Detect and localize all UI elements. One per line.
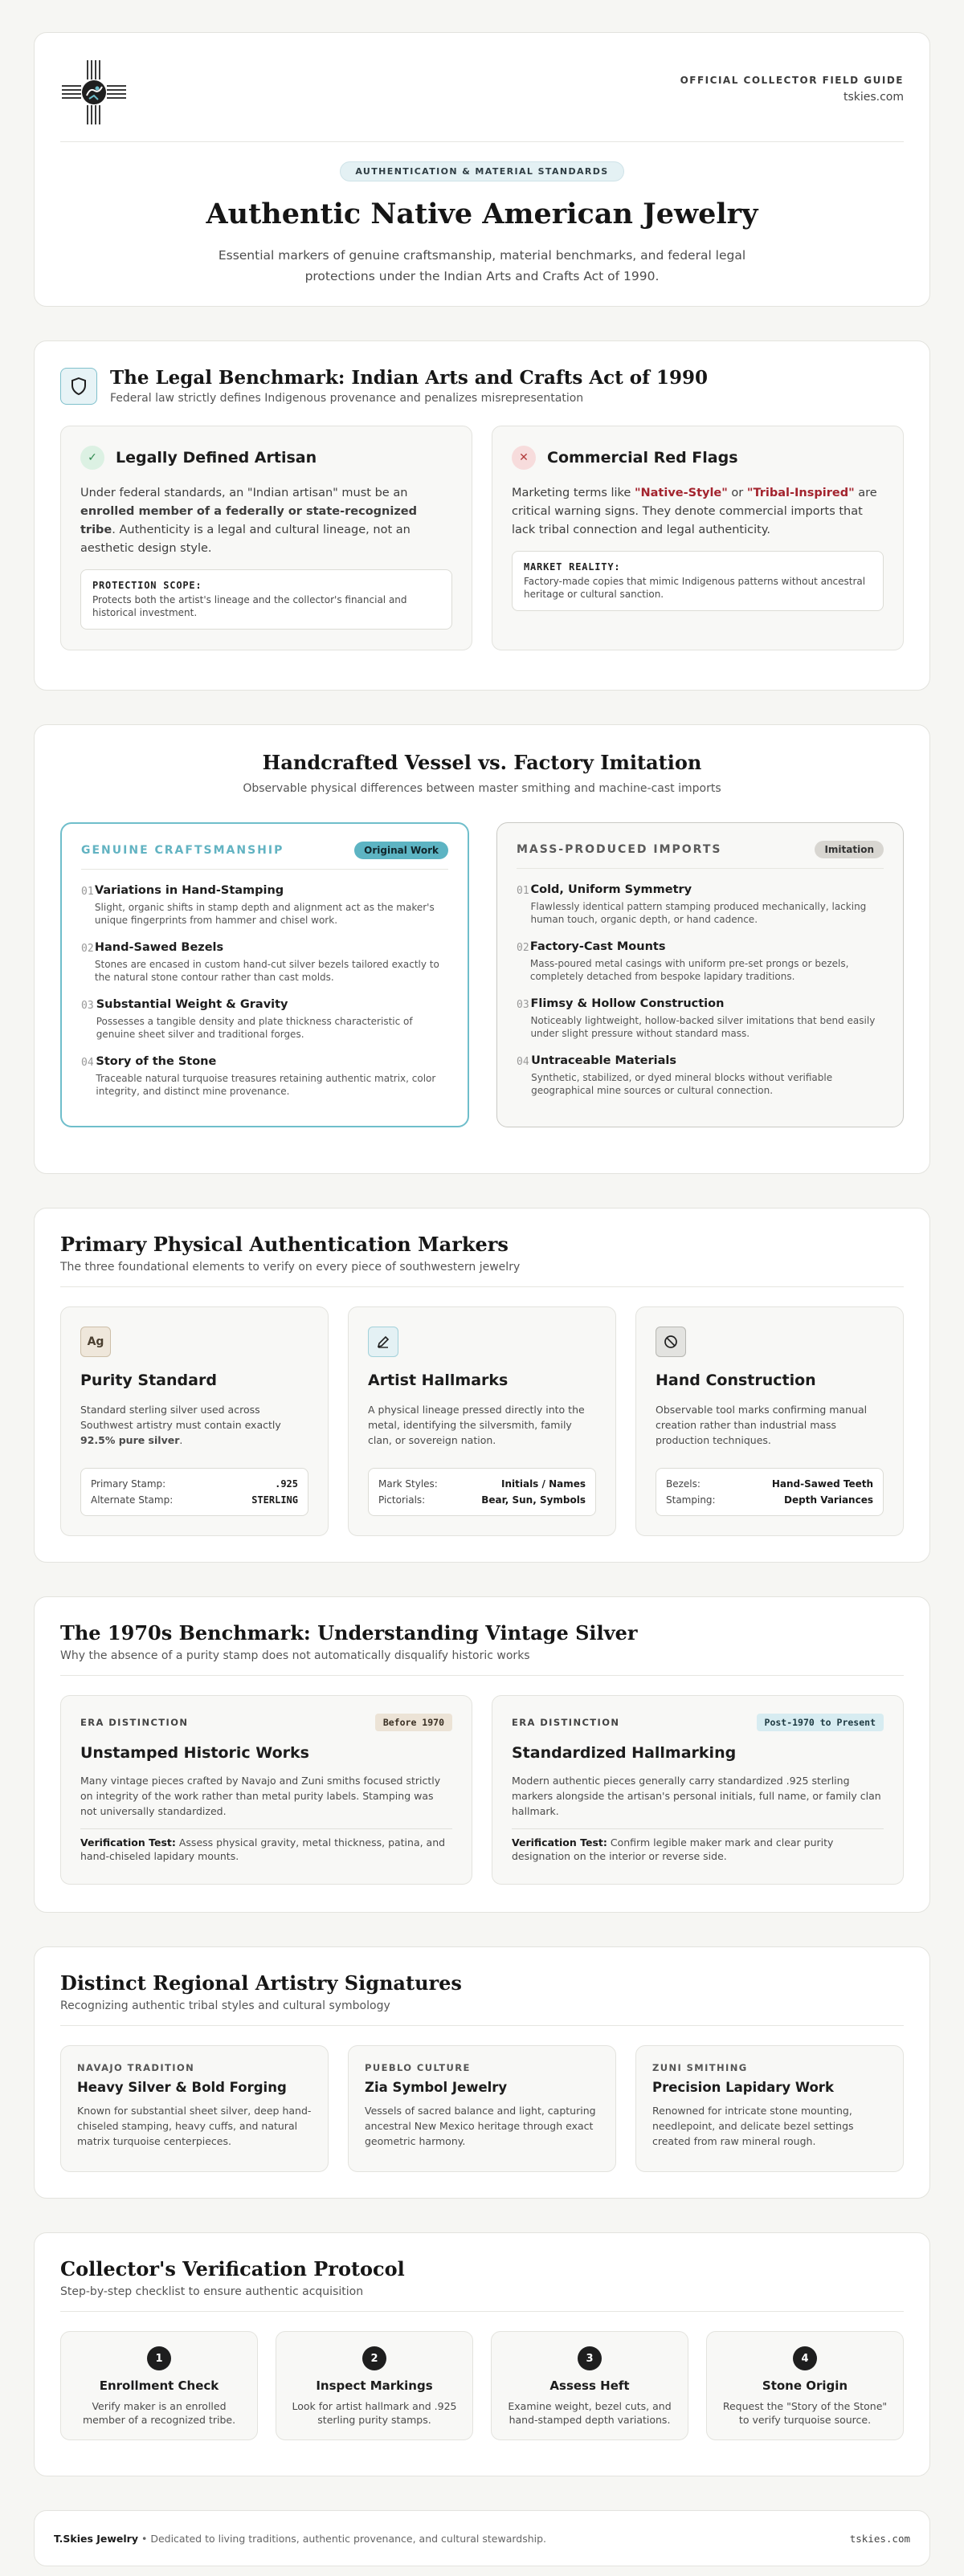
item-text: Slight, organic shifts in stamp depth and alignment act as the maker's unique fingerprints from hammer and chisel work. — [94, 902, 435, 926]
page-subtitle: Essential markers of genuine craftsmanship, material benchmarks, and federal legal protections under the Indian Arts and Crafts Act of 1990. — [218, 248, 746, 283]
historic-card — [60, 1695, 472, 1885]
red-flags-card — [492, 426, 904, 650]
hallmarks-card — [348, 1306, 616, 1536]
construction-card — [635, 1306, 904, 1536]
artisan-card — [60, 426, 472, 650]
hallmarks-text: A physical lineage pressed directly into the metal, identifying the silversmith, family clan, or sovereign nation. — [368, 1404, 585, 1446]
table-row — [91, 1476, 298, 1492]
protocol-step — [706, 2331, 904, 2440]
red-flags-title: Commercial Red Flags — [547, 449, 738, 467]
region-title: Precision Lapidary Work — [652, 2080, 834, 2095]
mass-header — [517, 841, 884, 869]
navajo-card — [60, 2045, 329, 2172]
verification-text: Confirm legible maker mark and clear purity designation on the interior or reverse side. — [512, 1836, 834, 1862]
list-item — [517, 997, 884, 1040]
modern-verification — [512, 1836, 884, 1863]
construction-title: Hand Construction — [656, 1372, 816, 1389]
item-number: 03 — [81, 1000, 94, 1012]
row-key: Mark Styles: — [378, 1478, 438, 1490]
row-key: Pictorials: — [378, 1494, 426, 1506]
site-link[interactable]: tskies.com — [843, 91, 904, 104]
historic-header — [80, 1714, 452, 1731]
divider — [60, 2025, 904, 2026]
region-label: ZUNI SMITHING — [652, 2062, 748, 2073]
mass-produced-column — [496, 822, 904, 1127]
divider — [512, 1828, 884, 1829]
header-top — [60, 59, 904, 142]
region-text: Vessels of sacred balance and light, capturing ancestral New Mexico heritage through exact geometric harmony. — [365, 2105, 596, 2147]
guide-label: OFFICIAL COLLECTOR FIELD GUIDE — [680, 75, 904, 86]
protocol-step — [276, 2331, 473, 2440]
vintage-section — [34, 1596, 930, 1913]
legal-subtitle: Federal law strictly defines Indigenous provenance and penalizes misrepresentation — [110, 392, 584, 405]
row-key: Stamping: — [666, 1494, 716, 1506]
protection-scope-text: Protects both the artist's lineage and the collector's financial and historical investment. — [92, 594, 407, 618]
protection-scope-label: PROTECTION SCOPE: — [92, 580, 202, 591]
footer-brand: T.Skies Jewelry — [54, 2532, 138, 2545]
step-text: Look for artist hallmark and .925 sterling purity stamps. — [292, 2400, 457, 2426]
markers-subtitle: The three foundational elements to verify on every piece of southwestern jewelry — [60, 1261, 521, 1274]
region-text: Renowned for intricate stone mounting, needlepoint, and delicate bezel settings created from raw mineral rough. — [652, 2105, 854, 2147]
red-flags-text-part: Marketing terms like — [512, 487, 635, 499]
check-icon: ✓ — [80, 446, 104, 470]
red-flags-text-part: are critical warning signs. They denote commercial imports that lack tribal connection and legal authenticity. — [512, 487, 877, 536]
protection-scope-box — [80, 569, 452, 630]
modern-title: Standardized Hallmarking — [512, 1744, 737, 1762]
markers-grid — [60, 1306, 904, 1536]
market-reality-box — [512, 551, 884, 611]
region-text: Known for substantial sheet silver, deep hand-chiseled stamping, heavy cuffs, and natural matrix turquoise centerpieces. — [77, 2105, 312, 2147]
purity-text — [80, 1402, 308, 1463]
protocol-section — [34, 2232, 930, 2476]
table-row — [666, 1476, 873, 1492]
pueblo-card — [348, 2045, 616, 2172]
footer — [34, 2510, 930, 2566]
regional-grid — [60, 2045, 904, 2172]
era-grid — [60, 1695, 904, 1885]
category-pill: AUTHENTICATION & MATERIAL STANDARDS — [340, 161, 623, 181]
list-item — [81, 998, 448, 1041]
region-label: NAVAJO TRADITION — [77, 2062, 195, 2073]
shield-icon — [60, 368, 97, 405]
imitation-badge: Imitation — [815, 841, 884, 858]
vessel-subtitle: Observable physical differences between master smithing and machine-cast imports — [243, 782, 721, 795]
row-value: Initials / Names — [501, 1478, 586, 1490]
legal-header — [60, 367, 904, 405]
item-title: Untraceable Materials — [531, 1054, 676, 1067]
footer-text — [54, 2533, 546, 2545]
step-title: Enrollment Check — [99, 2378, 219, 2393]
list-item — [81, 884, 448, 927]
row-key: Bezels: — [666, 1478, 701, 1490]
page-title: Authentic Native American Jewelry — [206, 198, 758, 230]
protocol-step — [60, 2331, 258, 2440]
row-key: Primary Stamp: — [91, 1478, 166, 1490]
step-number: 3 — [578, 2346, 602, 2370]
protocol-subtitle: Step-by-step checklist to ensure authentic acquisition — [60, 2285, 364, 2298]
artisan-text-part: . Authenticity is a legal and cultural lineage, not an aesthetic design style. — [80, 524, 411, 555]
region-label: PUEBLO CULTURE — [365, 2062, 471, 2073]
item-title: Cold, Uniform Symmetry — [530, 883, 692, 896]
genuine-column — [60, 822, 469, 1127]
item-number: 02 — [517, 942, 529, 954]
vessel-section — [34, 724, 930, 1174]
modern-header — [512, 1714, 884, 1731]
step-title: Assess Heft — [549, 2378, 630, 2393]
era-label: ERA DISTINCTION — [512, 1717, 620, 1728]
pen-icon — [368, 1327, 398, 1357]
ban-icon — [656, 1327, 686, 1357]
item-text: Synthetic, stabilized, or dyed mineral blocks without verifiable geographical mine sources or cultural connection. — [531, 1072, 833, 1096]
verification-text: Assess physical gravity, metal thickness, patina, and hand-chiseled lapidary mounts. — [80, 1836, 446, 1862]
silver-ag-icon: Ag — [80, 1327, 111, 1357]
step-title: Inspect Markings — [316, 2378, 433, 2393]
historic-text: Many vintage pieces crafted by Navajo and Zuni smiths focused strictly on integrity of the work rather than metal purity labels. Stamping was not universally standardized. — [80, 1775, 441, 1817]
item-title: Variations in Hand-Stamping — [94, 884, 284, 897]
item-number: 01 — [81, 886, 94, 898]
hallmarks-title: Artist Hallmarks — [368, 1372, 509, 1389]
zia-sun-logo-icon — [60, 59, 128, 126]
regional-subtitle: Recognizing authentic tribal styles and cultural symbology — [60, 1999, 390, 2012]
list-item — [81, 1055, 448, 1098]
markers-title: Primary Physical Authentication Markers — [60, 1233, 509, 1256]
vessel-title: Handcrafted Vessel vs. Factory Imitation — [262, 751, 702, 774]
footer-tagline: • Dedicated to living traditions, authentic provenance, and cultural stewardship. — [138, 2532, 547, 2545]
row-value: Hand-Sawed Teeth — [771, 1478, 873, 1490]
artisan-text-bold: enrolled member of a federally or state-recognized tribe — [80, 505, 417, 536]
row-value: Bear, Sun, Symbols — [481, 1494, 586, 1506]
market-reality-label: MARKET REALITY: — [524, 561, 621, 573]
red-flags-header — [512, 446, 884, 470]
construction-table — [656, 1468, 884, 1516]
list-item — [81, 941, 448, 984]
item-title: Flimsy & Hollow Construction — [530, 997, 725, 1010]
header-center — [60, 142, 904, 287]
vintage-subtitle: Why the absence of a purity stamp does not automatically disqualify historic works — [60, 1649, 530, 1662]
markers-section — [34, 1208, 930, 1563]
region-title: Heavy Silver & Bold Forging — [77, 2080, 287, 2095]
historic-verification — [80, 1836, 452, 1863]
list-item — [517, 883, 884, 926]
item-title: Substantial Weight & Gravity — [96, 998, 288, 1011]
vintage-title: The 1970s Benchmark: Understanding Vintage Silver — [60, 1621, 638, 1645]
step-text: Examine weight, bezel cuts, and hand-stamped depth variations. — [508, 2400, 672, 2426]
item-text: Flawlessly identical pattern stamping produced mechanically, lacking human touch, organic depth, or hand cadence. — [530, 901, 867, 925]
list-item — [517, 940, 884, 983]
genuine-header — [81, 842, 448, 870]
item-number: 02 — [81, 943, 94, 955]
vessel-grid — [60, 822, 904, 1127]
verification-label: Verification Test: — [80, 1836, 176, 1848]
row-value: Depth Variances — [784, 1494, 873, 1506]
protocol-step — [491, 2331, 688, 2440]
footer-site-link[interactable]: tskies.com — [849, 2532, 910, 2545]
mass-label: MASS-PRODUCED IMPORTS — [517, 843, 722, 856]
purity-table — [80, 1468, 308, 1516]
table-row — [378, 1476, 586, 1492]
legal-grid — [60, 426, 904, 650]
header-meta — [680, 59, 904, 104]
construction-text: Observable tool marks confirming manual creation rather than industrial mass production techniques. — [656, 1404, 868, 1446]
regional-section — [34, 1946, 930, 2199]
row-value: STERLING — [251, 1494, 298, 1506]
purity-card — [60, 1306, 329, 1536]
post-1970-tag: Post-1970 to Present — [757, 1714, 884, 1731]
zuni-card — [635, 2045, 904, 2172]
item-text: Stones are encased in custom hand-cut silver bezels tailored exactly to the natural stone contour rather than cast molds. — [94, 959, 439, 983]
warning-term: "Tribal-Inspired" — [746, 487, 855, 499]
item-text: Noticeably lightweight, hollow-backed silver imitations that bend easily under slight pressure without standard mass. — [530, 1015, 876, 1039]
genuine-label: GENUINE CRAFTSMANSHIP — [81, 844, 284, 857]
item-title: Story of the Stone — [96, 1055, 217, 1068]
item-number: 04 — [81, 1057, 94, 1069]
step-number: 2 — [362, 2346, 386, 2370]
before-1970-tag: Before 1970 — [375, 1714, 452, 1731]
purity-title: Purity Standard — [80, 1372, 217, 1389]
item-text: Possesses a tangible density and plate thickness characteristic of genuine sheet silver and traditional forges. — [96, 1016, 413, 1040]
table-row — [666, 1492, 873, 1508]
step-number: 1 — [147, 2346, 171, 2370]
item-title: Factory-Cast Mounts — [529, 940, 666, 953]
legal-title: The Legal Benchmark: Indian Arts and Crafts Act of 1990 — [110, 367, 709, 389]
legal-section — [34, 340, 930, 691]
artisan-title: Legally Defined Artisan — [116, 449, 317, 467]
row-key: Alternate Stamp: — [91, 1494, 174, 1506]
purity-text-bold: 92.5% pure silver — [80, 1434, 180, 1446]
verification-label: Verification Test: — [512, 1836, 607, 1848]
header-card — [34, 32, 930, 307]
divider — [60, 2311, 904, 2312]
step-number: 4 — [793, 2346, 817, 2370]
region-title: Zia Symbol Jewelry — [365, 2080, 508, 2095]
row-value: .925 — [275, 1478, 298, 1490]
purity-text-part: . — [179, 1434, 183, 1446]
warning-term: "Native-Style" — [634, 487, 728, 499]
artisan-header — [80, 446, 452, 470]
item-text: Traceable natural turquoise treasures retaining authentic matrix, color integrity, and distinct mine provenance. — [96, 1073, 436, 1097]
list-item — [517, 1054, 884, 1097]
item-text: Mass-poured metal casings with uniform pre-set prongs or bezels, completely detached from bespoke lapidary traditions. — [529, 958, 849, 982]
modern-text: Modern authentic pieces generally carry standardized .925 sterling markers alongside the artisan's personal initials, full name, or family clan hallmark. — [512, 1775, 881, 1817]
modern-card — [492, 1695, 904, 1885]
artisan-text-part: Under federal standards, an "Indian artisan" must be an — [80, 487, 408, 499]
divider — [80, 1828, 452, 1829]
item-number: 03 — [517, 999, 529, 1011]
step-title: Stone Origin — [762, 2378, 848, 2393]
original-work-badge: Original Work — [354, 842, 448, 859]
regional-title: Distinct Regional Artistry Signatures — [60, 1971, 462, 1995]
market-reality-text: Factory-made copies that mimic Indigenous patterns without ancestral heritage or cultural sanction. — [524, 576, 866, 600]
era-label: ERA DISTINCTION — [80, 1717, 189, 1728]
step-text: Verify maker is an enrolled member of a recognized tribe. — [82, 2400, 236, 2426]
hallmarks-table — [368, 1468, 596, 1516]
table-row — [378, 1492, 586, 1508]
purity-text-part: Standard sterling silver used across Southwest artistry must contain exactly — [80, 1404, 281, 1431]
historic-title: Unstamped Historic Works — [80, 1744, 309, 1762]
step-text: Request the "Story of the Stone" to verify turquoise source. — [722, 2400, 888, 2426]
item-number: 04 — [517, 1056, 529, 1068]
x-icon: ✕ — [512, 446, 536, 470]
item-number: 01 — [517, 885, 529, 897]
item-title: Hand-Sawed Bezels — [94, 941, 224, 954]
divider — [60, 1286, 904, 1287]
red-flags-text — [512, 484, 884, 540]
protocol-title: Collector's Verification Protocol — [60, 2257, 405, 2280]
protocol-grid — [60, 2331, 904, 2440]
red-flags-text-part: or — [727, 487, 747, 499]
divider — [60, 1675, 904, 1676]
table-row — [91, 1492, 298, 1508]
artisan-text — [80, 484, 452, 558]
